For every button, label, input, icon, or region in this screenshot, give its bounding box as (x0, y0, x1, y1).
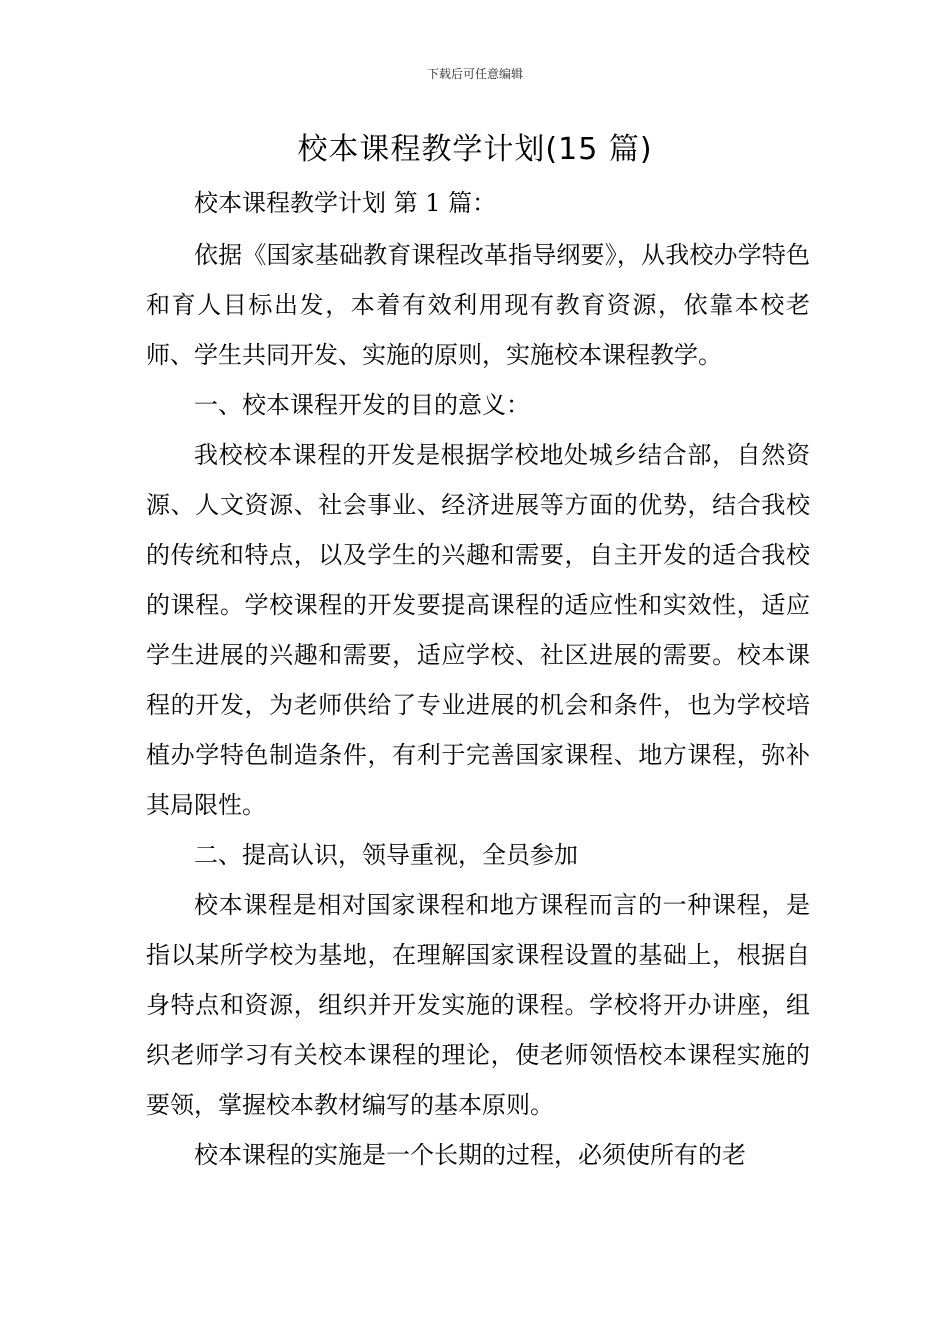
header-note: 下载后可任意编辑 (426, 67, 523, 81)
paragraph: 校本课程是相对国家课程和地方课程而言的一种课程，是指以某所学校为基地，在理解国家课程设置的基础上，根据自身特点和资源，组织并开发实施的课程。学校将开办讲座，组织老师学习有关校本课程的理论，使老师领悟校本课程实施的要领，掌握校本教材编写的基本原则。 (146, 891, 810, 1119)
paragraph: 校本课程的实施是一个长期的过程，必须使所有的老 (194, 1141, 746, 1169)
section-heading: 校本课程教学计划 第 1 篇： (194, 189, 497, 217)
paragraph: 依据《国家基础教育课程改革指导纲要》，从我校办学特色和育人目标出发，本着有效利用现有教育资源，依靠本校老师、学生共同开发、实施的原则，实施校本课程教学。 (146, 241, 810, 369)
paragraph: 我校校本课程的开发是根据学校地处城乡结合部，自然资源、人文资源、社会事业、经济进展等方面的优势，结合我校的传统和特点，以及学生的兴趣和需要，自主开发的适合我校的课程。学校课程的开发要提高课程的适应性和实效性，适应学生进展的兴趣和需要，适应学校、社区进展的需要。校本课程的开发，为老师供给了专业进展的机会和条件，也为学校培植办学特色制造条件，有利于完善国家课程、地方课程，弥补其局限性。 (146, 441, 810, 819)
section-heading: 一、校本课程开发的目的意义： (194, 391, 530, 419)
document-body (146, 180, 810, 1180)
document-title: 校本课程教学计划(15 篇) (297, 132, 653, 167)
section-heading: 二、提高认识，领导重视，全员参加 (194, 841, 578, 869)
